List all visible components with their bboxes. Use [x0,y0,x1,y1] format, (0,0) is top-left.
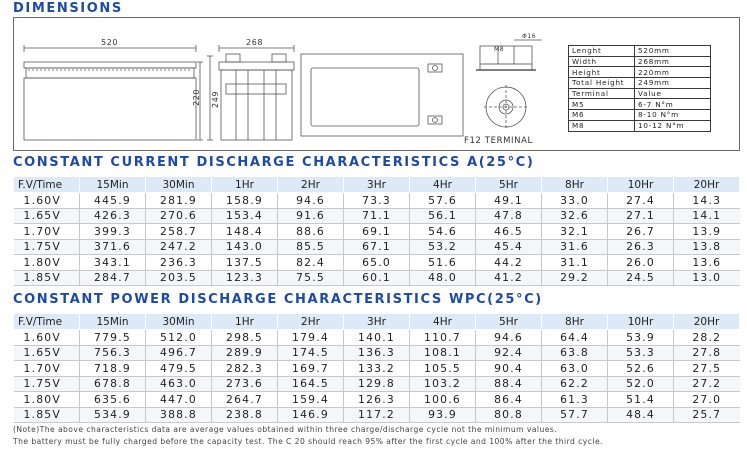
table-row [14,407,740,423]
table-cell: 133.2 [344,361,410,377]
table-cell: 54.6 [410,224,476,240]
table-row [14,255,740,271]
table-cell: 56.1 [410,208,476,224]
table-row [14,193,740,209]
table-row [14,361,740,377]
row-voltage-cell: 1.65V [14,345,80,361]
table-cell: 179.4 [278,330,344,346]
table-cell: 27.4 [608,193,674,209]
dimensions-title: DIMENSIONS [13,1,123,16]
row-voltage-cell: 1.70V [14,224,80,240]
table-cell: 426.3 [80,208,146,224]
note-line-1: (Note)The above characteristics data are average values obtained within three charge/discharge cycle not the minimum values. [13,425,558,434]
table-cell: 388.8 [146,407,212,423]
table-cell: 63.8 [542,345,608,361]
table-cell: 60.1 [344,270,410,286]
table-cell: 148.4 [212,224,278,240]
table-cell: 447.0 [146,392,212,408]
table-cell: 75.5 [278,270,344,286]
row-voltage-cell: 1.65V [14,208,80,224]
table-cell: 52.0 [608,376,674,392]
table-cell: 14.1 [674,208,740,224]
table-cell: 44.2 [476,255,542,271]
column-header: 3Hr [344,177,410,193]
spec-table [568,45,711,132]
table-cell: 32.6 [542,208,608,224]
table-row [14,270,740,286]
table-cell: 282.3 [212,361,278,377]
terminal-detail [476,40,542,129]
table-cell: 100.6 [410,392,476,408]
table-cell: 13.0 [674,270,740,286]
current-discharge-table [13,176,740,286]
row-voltage-cell: 1.80V [14,255,80,271]
table-cell: 33.0 [542,193,608,209]
spec-key: M5 [569,99,635,110]
column-header: 2Hr [278,177,344,193]
column-header: 1Hr [212,314,278,330]
table-cell: 45.4 [476,239,542,255]
table-cell: 445.9 [80,193,146,209]
height-label: 220 [192,88,201,106]
total-height-label: 249 [211,90,220,108]
table-cell: 91.6 [278,208,344,224]
table-cell: 126.3 [344,392,410,408]
table-row [14,224,740,240]
table-cell: 32.1 [542,224,608,240]
table-cell: 85.5 [278,239,344,255]
table-row [14,392,740,408]
spec-value: 8-10 N°m [635,110,711,121]
column-header: 4Hr [410,314,476,330]
table-cell: 51.6 [410,255,476,271]
column-header: 5Hr [476,177,542,193]
table-cell: 264.7 [212,392,278,408]
table-cell: 31.6 [542,239,608,255]
column-header: 15Min [80,314,146,330]
table-cell: 399.3 [80,224,146,240]
column-header: 10Hr [608,314,674,330]
top-view [301,54,463,136]
table-cell: 94.6 [476,330,542,346]
row-voltage-cell: 1.85V [14,270,80,286]
table-cell: 512.0 [146,330,212,346]
table-cell: 46.5 [476,224,542,240]
table-row [14,239,740,255]
row-voltage-cell: 1.75V [14,376,80,392]
table-cell: 53.9 [608,330,674,346]
spec-key: Width [569,56,635,67]
table-cell: 13.8 [674,239,740,255]
table-cell: 71.1 [344,208,410,224]
table-cell: 123.3 [212,270,278,286]
terminal-dim-label: M8 [494,46,505,53]
table-row [14,376,740,392]
terminal-diameter-label: Φ16 [522,33,537,40]
row-voltage-cell: 1.60V [14,193,80,209]
table-cell: 169.7 [278,361,344,377]
table-cell: 203.5 [146,270,212,286]
table-cell: 496.7 [146,345,212,361]
note-line-2: The battery must be fully charged before the capacity test. The C 20 should reach 95% after the first cycle and 100% after the third cycle. [13,437,603,446]
spec-row [569,110,711,121]
power-table-title: CONSTANT POWER DISCHARGE CHARACTERISTICS WPC(25°C) [13,292,543,307]
column-header: 4Hr [410,177,476,193]
spec-value: 220mm [635,67,711,78]
column-header: 2Hr [278,314,344,330]
row-voltage-cell: 1.70V [14,361,80,377]
spec-key: Height [569,67,635,78]
table-cell: 270.6 [146,208,212,224]
table-cell: 88.6 [278,224,344,240]
table-row [14,330,740,346]
table-cell: 281.9 [146,193,212,209]
table-cell: 48.4 [608,407,674,423]
table-cell: 136.3 [344,345,410,361]
table-cell: 137.5 [212,255,278,271]
table-cell: 129.8 [344,376,410,392]
row-voltage-cell: 1.85V [14,407,80,423]
terminal-name-label: F12 TERMINAL [464,136,533,146]
spec-row [569,67,711,78]
table-cell: 247.2 [146,239,212,255]
table-cell: 236.3 [146,255,212,271]
spec-value: 6-7 N°m [635,99,711,110]
table-cell: 26.7 [608,224,674,240]
table-cell: 47.8 [476,208,542,224]
spec-row [569,46,711,57]
column-header: 20Hr [674,177,740,193]
table-cell: 146.9 [278,407,344,423]
table-row [14,345,740,361]
table-cell: 61.3 [542,392,608,408]
table-cell: 143.0 [212,239,278,255]
width-label: 268 [246,38,264,47]
table-cell: 678.8 [80,376,146,392]
current-table-title: CONSTANT CURRENT DISCHARGE CHARACTERISTICS A(25°C) [13,155,535,170]
table-cell: 635.6 [80,392,146,408]
table-cell: 53.3 [608,345,674,361]
table-cell: 69.1 [344,224,410,240]
table-cell: 27.8 [674,345,740,361]
table-cell: 153.4 [212,208,278,224]
table-cell: 273.6 [212,376,278,392]
row-voltage-cell: 1.80V [14,392,80,408]
table-cell: 26.0 [608,255,674,271]
column-header: 5Hr [476,314,542,330]
table-cell: 159.4 [278,392,344,408]
table-cell: 57.7 [542,407,608,423]
table-cell: 93.9 [410,407,476,423]
table-cell: 103.2 [410,376,476,392]
column-header: 8Hr [542,177,608,193]
column-header: 20Hr [674,314,740,330]
row-voltage-cell: 1.60V [14,330,80,346]
row-voltage-cell: 1.75V [14,239,80,255]
table-cell: 27.1 [608,208,674,224]
spec-row [569,56,711,67]
table-cell: 57.6 [410,193,476,209]
front-view [24,45,213,140]
table-cell: 284.7 [80,270,146,286]
length-label: 520 [101,38,119,47]
table-cell: 92.4 [476,345,542,361]
table-cell: 27.0 [674,392,740,408]
table-cell: 27.5 [674,361,740,377]
table-cell: 62.2 [542,376,608,392]
table-cell: 80.8 [476,407,542,423]
dimensions-panel [13,17,740,151]
table-cell: 534.9 [80,407,146,423]
spec-row [569,88,711,99]
table-cell: 479.5 [146,361,212,377]
table-cell: 140.1 [344,330,410,346]
column-header: 10Hr [608,177,674,193]
spec-key: Terminal [569,88,635,99]
side-view [219,45,294,140]
table-cell: 48.0 [410,270,476,286]
column-header: 30Min [146,314,212,330]
table-cell: 718.9 [80,361,146,377]
table-cell: 88.4 [476,376,542,392]
table-cell: 25.7 [674,407,740,423]
table-cell: 371.6 [80,239,146,255]
table-cell: 13.9 [674,224,740,240]
table-cell: 158.9 [212,193,278,209]
table-cell: 343.1 [80,255,146,271]
table-cell: 65.0 [344,255,410,271]
column-header: 15Min [80,177,146,193]
table-cell: 63.0 [542,361,608,377]
table-cell: 13.6 [674,255,740,271]
spec-value: Value [635,88,711,99]
table-cell: 28.2 [674,330,740,346]
column-header: F.V/Time [14,314,80,330]
table-cell: 27.2 [674,376,740,392]
table-cell: 94.6 [278,193,344,209]
table-cell: 29.2 [542,270,608,286]
column-header: 8Hr [542,314,608,330]
table-cell: 64.4 [542,330,608,346]
table-cell: 67.1 [344,239,410,255]
table-cell: 463.0 [146,376,212,392]
spec-value: 249mm [635,78,711,89]
table-cell: 24.5 [608,270,674,286]
table-cell: 105.5 [410,361,476,377]
spec-key: Total Height [569,78,635,89]
table-cell: 14.3 [674,193,740,209]
table-cell: 51.4 [608,392,674,408]
table-cell: 298.5 [212,330,278,346]
spec-key: M8 [569,120,635,131]
table-cell: 53.2 [410,239,476,255]
table-cell: 238.8 [212,407,278,423]
table-cell: 117.2 [344,407,410,423]
column-header: 30Min [146,177,212,193]
spec-key: M6 [569,110,635,121]
table-cell: 31.1 [542,255,608,271]
power-discharge-table [13,313,740,423]
table-cell: 90.4 [476,361,542,377]
table-cell: 26.3 [608,239,674,255]
spec-value: 520mm [635,46,711,57]
spec-key: Lenght [569,46,635,57]
table-row [14,208,740,224]
column-header: F.V/Time [14,177,80,193]
table-cell: 49.1 [476,193,542,209]
table-cell: 110.7 [410,330,476,346]
table-cell: 86.4 [476,392,542,408]
table-cell: 289.9 [212,345,278,361]
table-cell: 164.5 [278,376,344,392]
spec-row [569,99,711,110]
table-cell: 82.4 [278,255,344,271]
column-header: 1Hr [212,177,278,193]
spec-row [569,120,711,131]
spec-value: 268mm [635,56,711,67]
spec-value: 10-12 N°m [635,120,711,131]
column-header: 3Hr [344,314,410,330]
table-cell: 108.1 [410,345,476,361]
table-cell: 779.5 [80,330,146,346]
table-cell: 73.3 [344,193,410,209]
table-cell: 41.2 [476,270,542,286]
table-cell: 52.6 [608,361,674,377]
table-cell: 174.5 [278,345,344,361]
table-cell: 258.7 [146,224,212,240]
table-cell: 756.3 [80,345,146,361]
spec-row [569,78,711,89]
